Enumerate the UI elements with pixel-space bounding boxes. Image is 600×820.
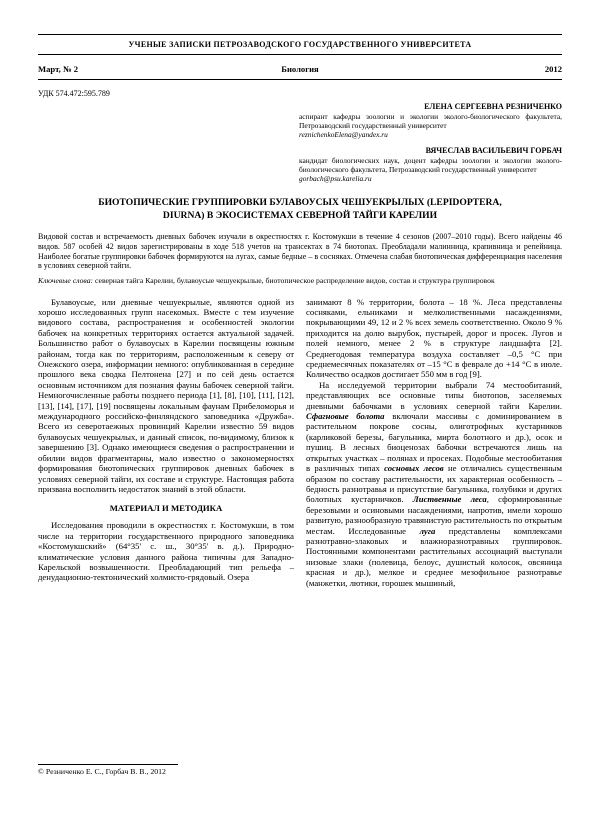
paragraph-text: На исследуемой территории выбрали 74 местообитаний, представляющих все основные типы биотопов, заселяемых дневными бабочками в условиях северной тайги Карелии. [306, 379, 562, 411]
issue-row [38, 64, 562, 80]
habitat-term: Лиственные леса [412, 494, 487, 505]
author-email: reznichenkoElena@yandex.ru [299, 130, 388, 139]
author-affiliation: кандидат биологических наук, доцент кафедры зоологии и экологии эколого-биологического факультета, Петрозаводский государственный университет [299, 156, 562, 174]
udc-code: УДК 574.472:595.789 [38, 89, 110, 98]
keywords-label: Ключевые слова: [38, 276, 96, 286]
issue-month: Март, № 2 [38, 64, 79, 74]
keywords-text: северная тайга Карелии, булавоусые чешуекрылые, биотопическое распределение видов, состав и структура группировок [95, 276, 495, 286]
article-title: БИОТОПИЧЕСКИЕ ГРУППИРОВКИ БУЛАВОУСЫХ ЧЕШУЕКРЫЛЫХ (LEPIDOPTERA, DIURNA) В ЭКОСИСТЕМАХ СЕВЕРНОЙ ТАЙГИ КАРЕЛИИ [98, 197, 502, 221]
section-heading-methods: МАТЕРИАЛ И МЕТОДИКА [109, 503, 223, 514]
habitat-term: луга [419, 525, 436, 536]
habitats-paragraph [306, 380, 562, 588]
continuation-paragraph: занимают 8 % территории, болота – 18 %. Леса представлены сосняками, ельниками и мелколиственными насаждениями, покрывающими 49, 12 и 2 % всех земель соответственно. Около 9 % приходится на долю вырубок, пустырей, дорог и просек. Лугов и полей немного, менее 2 % в структуре ландшафта [2]. Среднегодовая температура воздуха составляет –0,5 °С при среднемесячных показателях от –15 °С в феврале до +14 °С в июле. Количество осадков достигает 550 мм в год [9]. [306, 296, 562, 380]
copyright-footer [38, 764, 294, 783]
author-name: ВЯЧЕСЛАВ ВАСИЛЬЕВИЧ ГОРБАЧ [425, 146, 562, 155]
habitat-term: Сфагновые болота [306, 411, 385, 422]
footnote-rule [38, 764, 178, 765]
issue-section: Биология [281, 64, 319, 74]
author-2 [299, 146, 562, 183]
habitat-term: сосновых лесов [384, 463, 444, 474]
keywords-block [38, 276, 562, 285]
author-email: gorbach@psu.karelia.ru [299, 174, 372, 183]
issue-year: 2012 [544, 64, 562, 74]
paragraph-text: не отличались существенным образом по составу растительности, их характерная особенность – бедность разнотравья и присутствие багульника, голубики и других болотных кустарничков. [306, 463, 562, 505]
journal-title: УЧЕНЫЕ ЗАПИСКИ ПЕТРОЗАВОДСКОГО ГОСУДАРСТВЕННОГО УНИВЕРСИТЕТА [128, 40, 472, 49]
paragraph-text: , сформированные березовыми и осиновыми насаждениями, напротив, имели хорошо развитую, разнообразную травянистую растительность по открытым местам. Исследованные [306, 494, 562, 536]
abstract-text: Видовой состав и встречаемость дневных бабочек изучали в окрестностях г. Костомукши в течение 4 сезонов (2007–2010 годы). Всего найдены 46 видов. 587 особей 42 видов зарегистрированы в ходе 518 учетов на трансектах в 74 биотопах. Преобладали малинница, крапивница и репейница. Наиболее богатые группировки бабочек формируются на лугах, самые бедные – в сосняках. Отмечена слабая биотопическая дифференциация населения в условиях северной тайги. [38, 232, 562, 271]
column-right [306, 297, 562, 783]
methods-paragraph: Исследования проводили в окрестностях г. Костомукши, в том числе на территории государственного природного заповедника «Костомукшский» (64°35' с. ш., 30°35' в. д.). Природно-климатические условия данного района типичны для Западно-Карельской возвышенности. Преобладающий тип рельефа – денудационно-тектонический холмисто-грядовый. Озера [38, 520, 294, 583]
copyright-text: © Резниченко Е. С., Горбач В. В., 2012 [38, 766, 166, 776]
intro-paragraph: Булавоусые, или дневные чешуекрылые, являются одной из хорошо исследованных групп насекомых. Вместе с тем изучение видового состава, распространения и особенностей экологии бабочек на конкретных территориях остается актуальной задачей. Большинство работ о булавоусых в Карелии посвящены южным районам, тогда как по территориям, расположенным к северу от Онежского озера, информации немного: опубликованная в середине прошлого века сводка Пелтонена [27] и по сей день остается основным источником для познания фауны бабочек северной тайги. Немногочисленные работы позднего периода [1], [8], [10], [11], [12], [13], [14], [17], [19] посвящены локальным фаунам Прибеломорья и международного российско-финляндского заповедника «Дружба». Всего из северотаежных провинций Карелии известно 59 видов булавоусых чешуекрылых, и данный список, по-видимому, близок к завершению [3]. Однако имеющиеся сведения о распространении и обилии видов фрагментарны, мало известно о закономерностях формирования биотопических группировок дневных бабочек в условиях северной тайги, их составе и структуре. Настоящая работа призвана восполнить недостаток знаний в этой области. [38, 296, 294, 494]
header-rule-bottom [38, 54, 562, 55]
paragraph-text: включали массивы с доминированием в растительном покрове сосны, олиготрофных кустарников (карликовой березы, багульника, мирта болотного и др.), осок и пушиц. В лесных биоценозах бабочки встречаются лишь на открытых участках – полянах и просеках. Подобные местообитания в различных типах [306, 411, 562, 474]
column-left [38, 297, 294, 783]
authors-block [299, 102, 562, 183]
author-1 [299, 102, 562, 139]
paragraph-text: представлены комплексами разнотравно-злаковых и влажноразнотравных группировок. Постоянными компонентами растительных ассоциаций выступали низовые злаки (полевица, белоус, душистый колосок, овсяница красная и др.), мелкое и среднее мезофильное разнотравье (манжетки, лютики, горошек мышиный, [306, 525, 562, 588]
author-name: ЕЛЕНА СЕРГЕЕВНА РЕЗНИЧЕНКО [424, 102, 562, 111]
body-columns [38, 297, 562, 783]
author-affiliation: аспирант кафедры зоологии и экологии эколого-биологического факультета, Петрозаводский государственный университет [299, 112, 562, 130]
